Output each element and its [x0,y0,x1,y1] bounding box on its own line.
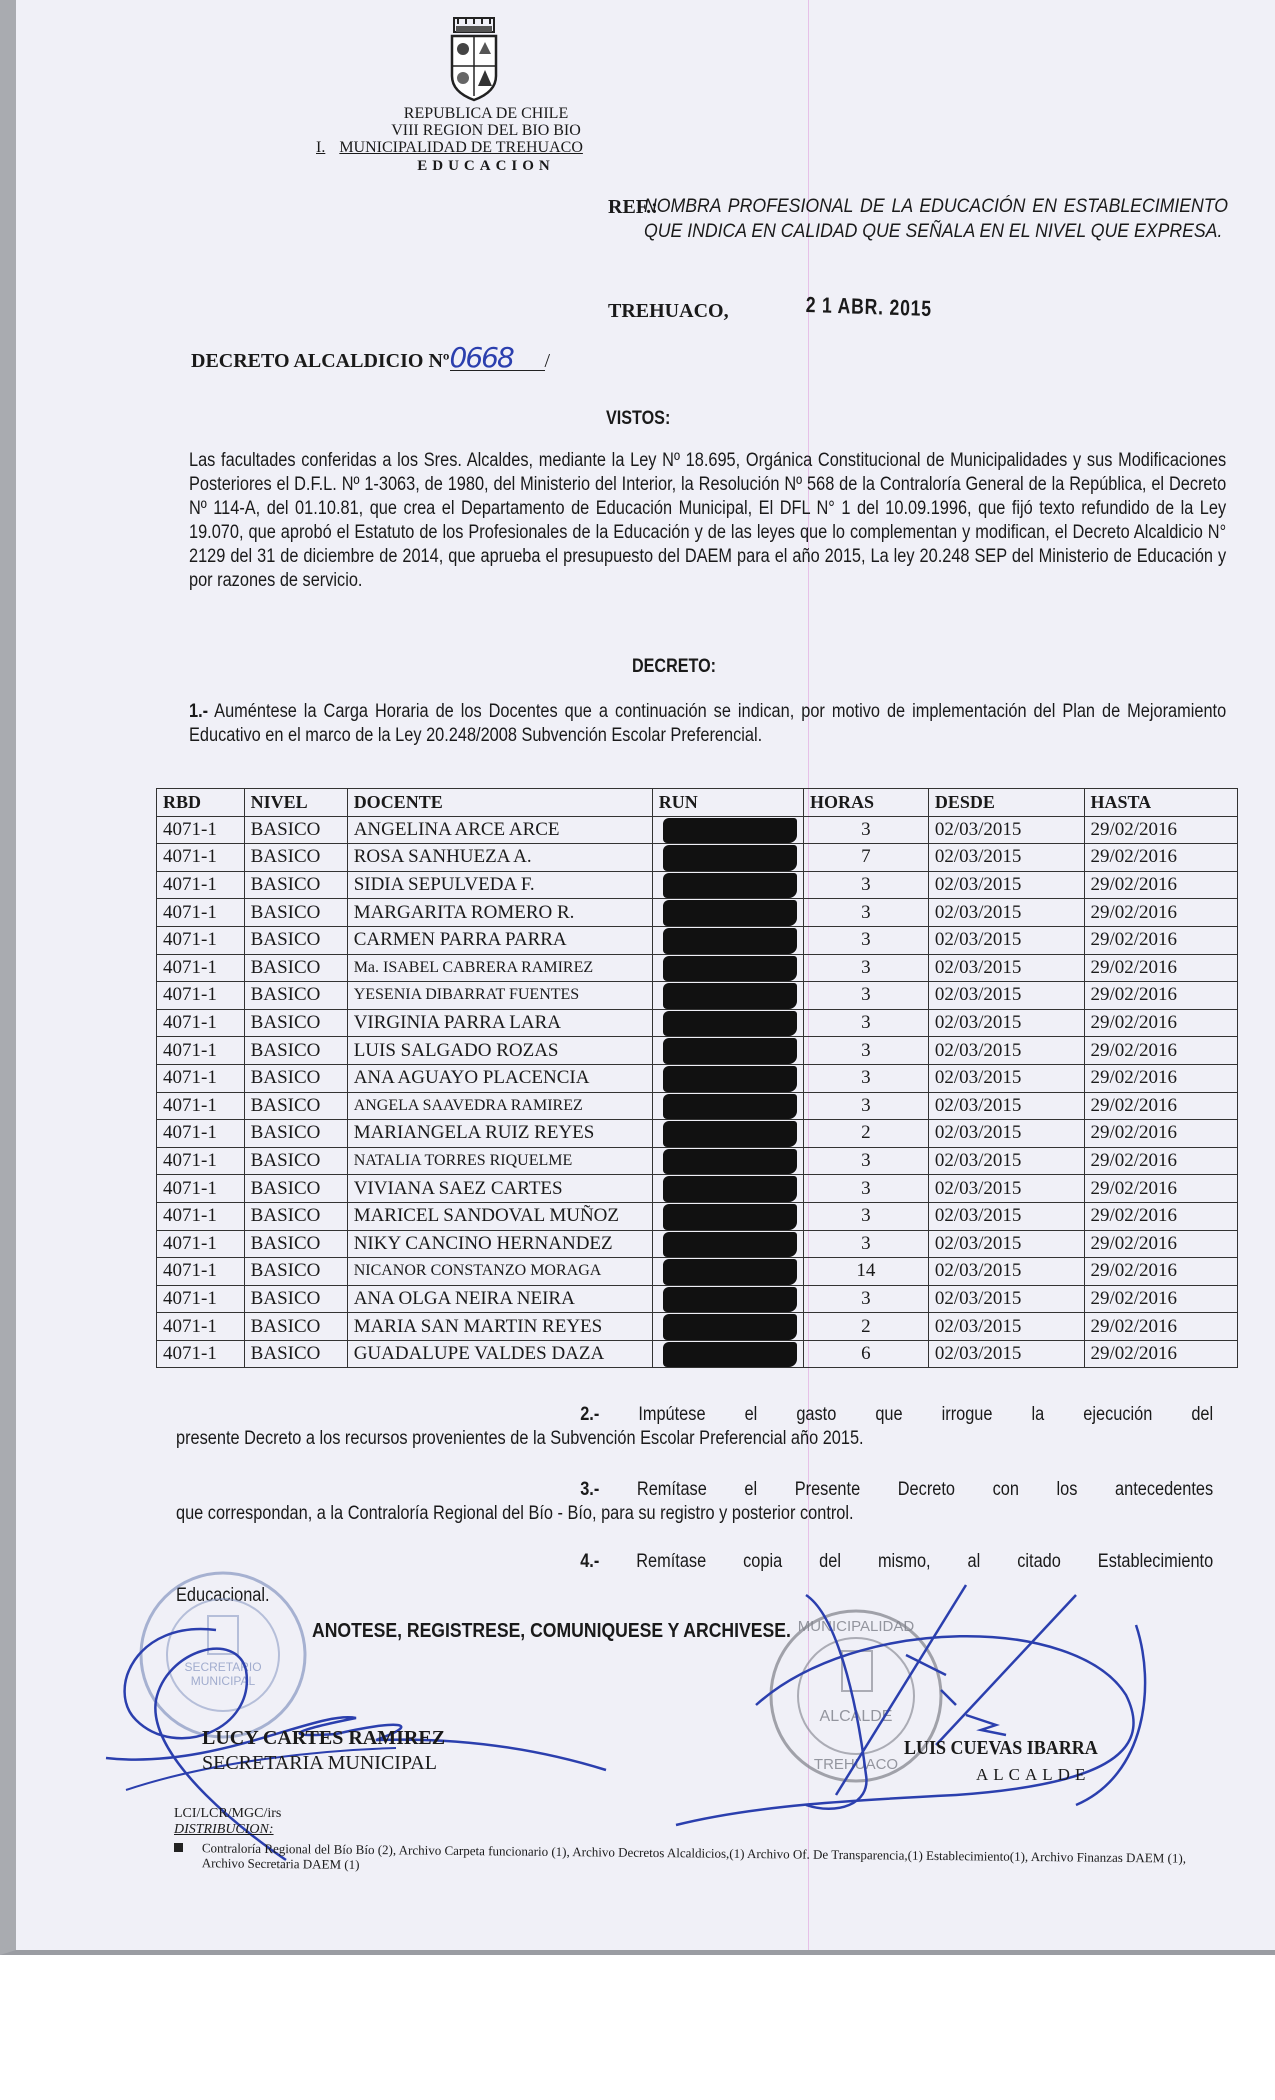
cell-docente: MARIA SAN MARTIN REYES [347,1313,652,1341]
cell-docente: LUIS SALGADO ROZAS [347,1037,652,1065]
header-hasta: HASTA [1084,789,1238,817]
header-rbd: RBD [157,789,245,817]
cell-rbd: 4071-1 [157,1285,245,1313]
cell-desde: 02/03/2015 [928,954,1084,982]
secretaria-name: LUCY CARTES RAMIREZ [202,1727,446,1749]
cell-horas: 3 [803,1064,928,1092]
header-docente: DOCENTE [347,789,652,817]
cell-docente: VIRGINIA PARRA LARA [347,1009,652,1037]
cell-docente: Ma. ISABEL CABRERA RAMIREZ [347,954,652,982]
decree-number-line [191,341,551,374]
cell-run-redacted [652,844,803,872]
redaction-mark [663,900,797,926]
cell-docente: MARGARITA ROMERO R. [347,899,652,927]
redaction-mark [663,1342,797,1368]
cell-run-redacted [652,1009,803,1037]
date-stamp: 2 1 ABR. 2015 [805,292,933,322]
cell-nivel: BASICO [244,871,347,899]
svg-text:ALCALDE: ALCALDE [819,1708,893,1725]
cell-nivel: BASICO [244,982,347,1010]
cell-nivel: BASICO [244,1120,347,1148]
cell-run-redacted [652,954,803,982]
cell-horas: 3 [803,1037,928,1065]
cell-rbd: 4071-1 [157,1340,245,1368]
cell-hasta: 29/02/2016 [1084,1175,1238,1203]
cell-run-redacted [652,1175,803,1203]
cell-rbd: 4071-1 [157,982,245,1010]
cell-desde: 02/03/2015 [928,1037,1084,1065]
article-2-rest: presente Decreto a los recursos provenientes de la Subvención Escolar Preferencial año 2015. [176,1428,864,1449]
table-row [157,1258,1238,1286]
cell-run-redacted [652,982,803,1010]
svg-text:MUNICIPAL: MUNICIPAL [190,1674,256,1688]
article-1-text: Auméntese la Carga Horaria de los Docentes que a continuación se indican, por motivo de implementación del Plan de Mejoramiento Educativo en el marco de la Ley 20.248/2008 Subvención Escolar Preferencial. [189,701,1227,746]
cell-desde: 02/03/2015 [928,1313,1084,1341]
closing-formula: ANOTESE, REGISTRESE, COMUNIQUESE Y ARCHIVESE. [312,1620,791,1642]
table-header-row [157,789,1238,817]
cell-rbd: 4071-1 [157,1175,245,1203]
table-row [157,1340,1238,1368]
redaction-mark [663,1287,797,1313]
table-row [157,1064,1238,1092]
decreto-title: DECRETO: [632,656,717,677]
article-2-first-line: Impútese el gasto que irrogue la ejecución del [599,1404,1214,1425]
header-municipality-name: MUNICIPALIDAD DE TREHUACO [339,139,583,156]
cell-run-redacted [652,1202,803,1230]
cell-hasta: 29/02/2016 [1084,1258,1238,1286]
cell-docente: SIDIA SEPULVEDA F. [347,871,652,899]
cell-nivel: BASICO [244,1202,347,1230]
cell-desde: 02/03/2015 [928,816,1084,844]
cell-docente: CARMEN PARRA PARRA [347,926,652,954]
header-desde: DESDE [928,789,1084,817]
article-4 [176,1550,1213,1608]
place-label: TREHUACO, [608,300,729,322]
redaction-mark [663,873,797,899]
article-3 [176,1478,1213,1526]
cell-docente: ANA AGUAYO PLACENCIA [347,1064,652,1092]
redaction-mark [663,956,797,982]
cell-hasta: 29/02/2016 [1084,954,1238,982]
redaction-mark [663,1011,797,1037]
decree-suffix: / [544,350,551,372]
cell-desde: 02/03/2015 [928,926,1084,954]
cell-horas: 3 [803,1175,928,1203]
header-run: RUN [652,789,803,817]
cell-desde: 02/03/2015 [928,871,1084,899]
cell-rbd: 4071-1 [157,1230,245,1258]
cell-run-redacted [652,1258,803,1286]
cell-nivel: BASICO [244,1147,347,1175]
municipal-crest-icon [444,16,504,102]
cell-hasta: 29/02/2016 [1084,1313,1238,1341]
vistos-title: VISTOS: [606,408,671,429]
cell-docente: ANGELINA ARCE ARCE [347,816,652,844]
svg-text:MUNICIPALIDAD: MUNICIPALIDAD [797,1618,915,1635]
redaction-mark [663,1259,797,1285]
cell-hasta: 29/02/2016 [1084,926,1238,954]
cell-horas: 3 [803,926,928,954]
header-municipality [316,139,656,157]
cell-horas: 2 [803,1120,928,1148]
svg-text:SECRETARIO: SECRETARIO [184,1660,262,1674]
cell-horas: 3 [803,1009,928,1037]
cell-hasta: 29/02/2016 [1084,982,1238,1010]
cell-nivel: BASICO [244,926,347,954]
cell-rbd: 4071-1 [157,1064,245,1092]
table-row [157,982,1238,1010]
cell-horas: 3 [803,954,928,982]
cell-desde: 02/03/2015 [928,1202,1084,1230]
cell-nivel: BASICO [244,816,347,844]
cell-hasta: 29/02/2016 [1084,1009,1238,1037]
cell-docente: ANGELA SAAVEDRA RAMIREZ [347,1092,652,1120]
cell-rbd: 4071-1 [157,1313,245,1341]
alcalde-name: LUIS CUEVAS IBARRA [904,1737,1098,1759]
table-row [157,1202,1238,1230]
cell-horas: 3 [803,1202,928,1230]
cell-rbd: 4071-1 [157,1147,245,1175]
cell-rbd: 4071-1 [157,954,245,982]
cell-run-redacted [652,1230,803,1258]
cell-nivel: BASICO [244,1009,347,1037]
cell-horas: 3 [803,1147,928,1175]
distribution-text: Contraloría Regional del Bío Bío (2), Archivo Carpeta funcionario (1), Archivo Decretos Alcaldicios,(1) Archivo Of. De Transparencia,(1) Establecimiento(1), Archivo Finanzas DAEM (1), Archivo Secretaria DAEM (1) [201,1840,1187,1872]
cell-nivel: BASICO [244,1092,347,1120]
cell-desde: 02/03/2015 [928,1120,1084,1148]
header-horas: HORAS [803,789,928,817]
alcalde-signature [656,1575,1196,1835]
cell-hasta: 29/02/2016 [1084,871,1238,899]
cell-nivel: BASICO [244,844,347,872]
cell-desde: 02/03/2015 [928,1092,1084,1120]
article-4-rest: Educacional. [176,1585,270,1606]
decree-label: DECRETO ALCALDICIO Nº [191,350,450,372]
cell-run-redacted [652,1037,803,1065]
redaction-mark [663,1149,797,1175]
header-prefix: I. [316,139,326,156]
cell-rbd: 4071-1 [157,816,245,844]
cell-hasta: 29/02/2016 [1084,1147,1238,1175]
cell-hasta: 29/02/2016 [1084,1037,1238,1065]
header-country: REPUBLICA DE CHILE [403,105,569,122]
cell-desde: 02/03/2015 [928,1175,1084,1203]
cell-nivel: BASICO [244,1230,347,1258]
cell-rbd: 4071-1 [157,926,245,954]
typist-initials: LCI/LCR/MGC/irs [174,1806,282,1821]
cell-nivel: BASICO [244,1340,347,1368]
cell-run-redacted [652,1092,803,1120]
cell-horas: 3 [803,1285,928,1313]
article-2 [176,1403,1213,1451]
cell-nivel: BASICO [244,899,347,927]
cell-docente: NATALIA TORRES RIQUELME [347,1147,652,1175]
cell-run-redacted [652,871,803,899]
redaction-mark [663,1176,797,1202]
cell-run-redacted [652,816,803,844]
secretaria-role: SECRETARIA MUNICIPAL [202,1752,437,1774]
cell-desde: 02/03/2015 [928,1230,1084,1258]
cell-horas: 14 [803,1258,928,1286]
redaction-mark [663,818,797,844]
cell-desde: 02/03/2015 [928,1285,1084,1313]
ref-label: REF.: [608,196,658,218]
cell-hasta: 29/02/2016 [1084,844,1238,872]
cell-run-redacted [652,1340,803,1368]
redaction-mark [663,1204,797,1230]
ref-text: NOMBRA PROFESIONAL DE LA EDUCACIÓN EN ESTABLECIMIENTO QUE INDICA EN CALIDAD QUE SEÑALA EN EL NIVEL QUE EXPRESA. [644,196,1229,242]
cell-horas: 3 [803,899,928,927]
cell-desde: 02/03/2015 [928,899,1084,927]
header-department: EDUCACION [417,158,555,174]
table-row [157,926,1238,954]
table-row [157,1147,1238,1175]
redaction-mark [663,1314,797,1340]
cell-hasta: 29/02/2016 [1084,1064,1238,1092]
cell-horas: 3 [803,1092,928,1120]
table-row [157,1285,1238,1313]
table-row [157,1120,1238,1148]
cell-desde: 02/03/2015 [928,1009,1084,1037]
table-row [157,871,1238,899]
header-nivel: NIVEL [244,789,347,817]
cell-hasta: 29/02/2016 [1084,1285,1238,1313]
cell-docente: ANA OLGA NEIRA NEIRA [347,1285,652,1313]
cell-rbd: 4071-1 [157,1258,245,1286]
docentes-table [156,788,1238,1368]
redaction-mark [663,983,797,1009]
article-1-number: 1.- [189,701,209,722]
table-body [157,816,1238,1368]
cell-rbd: 4071-1 [157,1092,245,1120]
article-3-rest: que correspondan, a la Contraloría Regional del Bío - Bío, para su registro y posterior control. [176,1503,854,1524]
redaction-mark [663,1232,797,1258]
cell-desde: 02/03/2015 [928,1147,1084,1175]
cell-horas: 2 [803,1313,928,1341]
cell-docente: GUADALUPE VALDES DAZA [347,1340,652,1368]
cell-nivel: BASICO [244,954,347,982]
cell-rbd: 4071-1 [157,1202,245,1230]
redaction-mark [663,1066,797,1092]
redaction-mark [663,845,797,871]
cell-horas: 3 [803,982,928,1010]
cell-horas: 6 [803,1340,928,1368]
cell-docente: VIVIANA SAEZ CARTES [347,1175,652,1203]
cell-desde: 02/03/2015 [928,1340,1084,1368]
cell-docente: MARICEL SANDOVAL MUÑOZ [347,1202,652,1230]
table-row [157,1230,1238,1258]
table-row [157,1175,1238,1203]
article-2-number: 2.- [580,1404,600,1425]
cell-hasta: 29/02/2016 [1084,1340,1238,1368]
table-row [157,1313,1238,1341]
cell-horas: 7 [803,844,928,872]
cell-nivel: BASICO [244,1037,347,1065]
cell-desde: 02/03/2015 [928,1258,1084,1286]
cell-run-redacted [652,1313,803,1341]
cell-rbd: 4071-1 [157,871,245,899]
cell-hasta: 29/02/2016 [1084,1120,1238,1148]
cell-hasta: 29/02/2016 [1084,816,1238,844]
cell-hasta: 29/02/2016 [1084,1230,1238,1258]
cell-horas: 3 [803,1230,928,1258]
table-row [157,1037,1238,1065]
cell-run-redacted [652,1285,803,1313]
cell-nivel: BASICO [244,1064,347,1092]
table-row [157,899,1238,927]
redaction-mark [663,1038,797,1064]
cell-nivel: BASICO [244,1285,347,1313]
table-row [157,844,1238,872]
redaction-mark [663,1094,797,1120]
cell-docente: YESENIA DIBARRAT FUENTES [347,982,652,1010]
cell-hasta: 29/02/2016 [1084,1202,1238,1230]
cell-rbd: 4071-1 [157,844,245,872]
article-3-number: 3.- [580,1479,600,1500]
header-region: VIII REGION DEL BIO BIO [391,122,581,139]
cell-docente: NICANOR CONSTANZO MORAGA [347,1258,652,1286]
cell-desde: 02/03/2015 [928,1064,1084,1092]
cell-docente: ROSA SANHUEZA A. [347,844,652,872]
cell-run-redacted [652,1064,803,1092]
redaction-mark [663,1121,797,1147]
cell-hasta: 29/02/2016 [1084,1092,1238,1120]
vistos-paragraph [189,449,1226,593]
cell-nivel: BASICO [244,1258,347,1286]
alcalde-role: ALCALDE [976,1765,1091,1784]
distribution-title: DISTRIBUCION: [174,1822,274,1837]
table-row [157,1009,1238,1037]
cell-horas: 3 [803,871,928,899]
distribution-list [174,1840,1224,1870]
cell-desde: 02/03/2015 [928,982,1084,1010]
article-4-first-line: Remítase copia del mismo, al citado Establecimiento [599,1551,1214,1572]
cell-horas: 3 [803,816,928,844]
cell-rbd: 4071-1 [157,899,245,927]
cell-rbd: 4071-1 [157,1037,245,1065]
article-1 [189,700,1226,748]
cell-docente: MARIANGELA RUIZ REYES [347,1120,652,1148]
table-row [157,1092,1238,1120]
cell-run-redacted [652,1147,803,1175]
article-3-first-line: Remítase el Presente Decreto con los antecedentes [599,1479,1214,1500]
table-row [157,954,1238,982]
article-4-number: 4.- [580,1551,600,1572]
cell-hasta: 29/02/2016 [1084,899,1238,927]
cell-nivel: BASICO [244,1175,347,1203]
cell-nivel: BASICO [244,1313,347,1341]
svg-text:TREHUACO: TREHUACO [813,1756,899,1773]
decree-number-handwritten: 0668 [450,346,545,371]
cell-run-redacted [652,1120,803,1148]
cell-rbd: 4071-1 [157,1009,245,1037]
cell-docente: NIKY CANCINO HERNANDEZ [347,1230,652,1258]
cell-run-redacted [652,926,803,954]
table-row [157,816,1238,844]
cell-run-redacted [652,899,803,927]
cell-rbd: 4071-1 [157,1120,245,1148]
redaction-mark [663,928,797,954]
cell-desde: 02/03/2015 [928,844,1084,872]
vistos-text: Las facultades conferidas a los Sres. Alcaldes, mediante la Ley Nº 18.695, Orgánica Constitucional de Municipalidades y sus Modificaciones Posteriores el D.F.L. Nº 1-3063, de 1980, del Ministerio del Interior, la Resolución Nº 568 de la Contraloría General de la República, el Decreto Nº 114-A, del 01.10.81, que crea el Departamento de Educación Municipal, El DFL N° 1 del 10.09.1996, que fijó texto refundido de la Ley 19.070, que aprobó el Estatuto de los Profesionales de la Educación y de las leyes que lo complementan y modifican, el Decreto Alcaldicio N° 2129 del 31 de diciembre de 2014, que aprueba el presupuesto del DAEM para el año 2015, La ley 20.248 SEP del Ministerio de Educación y por razones de servicio. [189,450,1227,591]
